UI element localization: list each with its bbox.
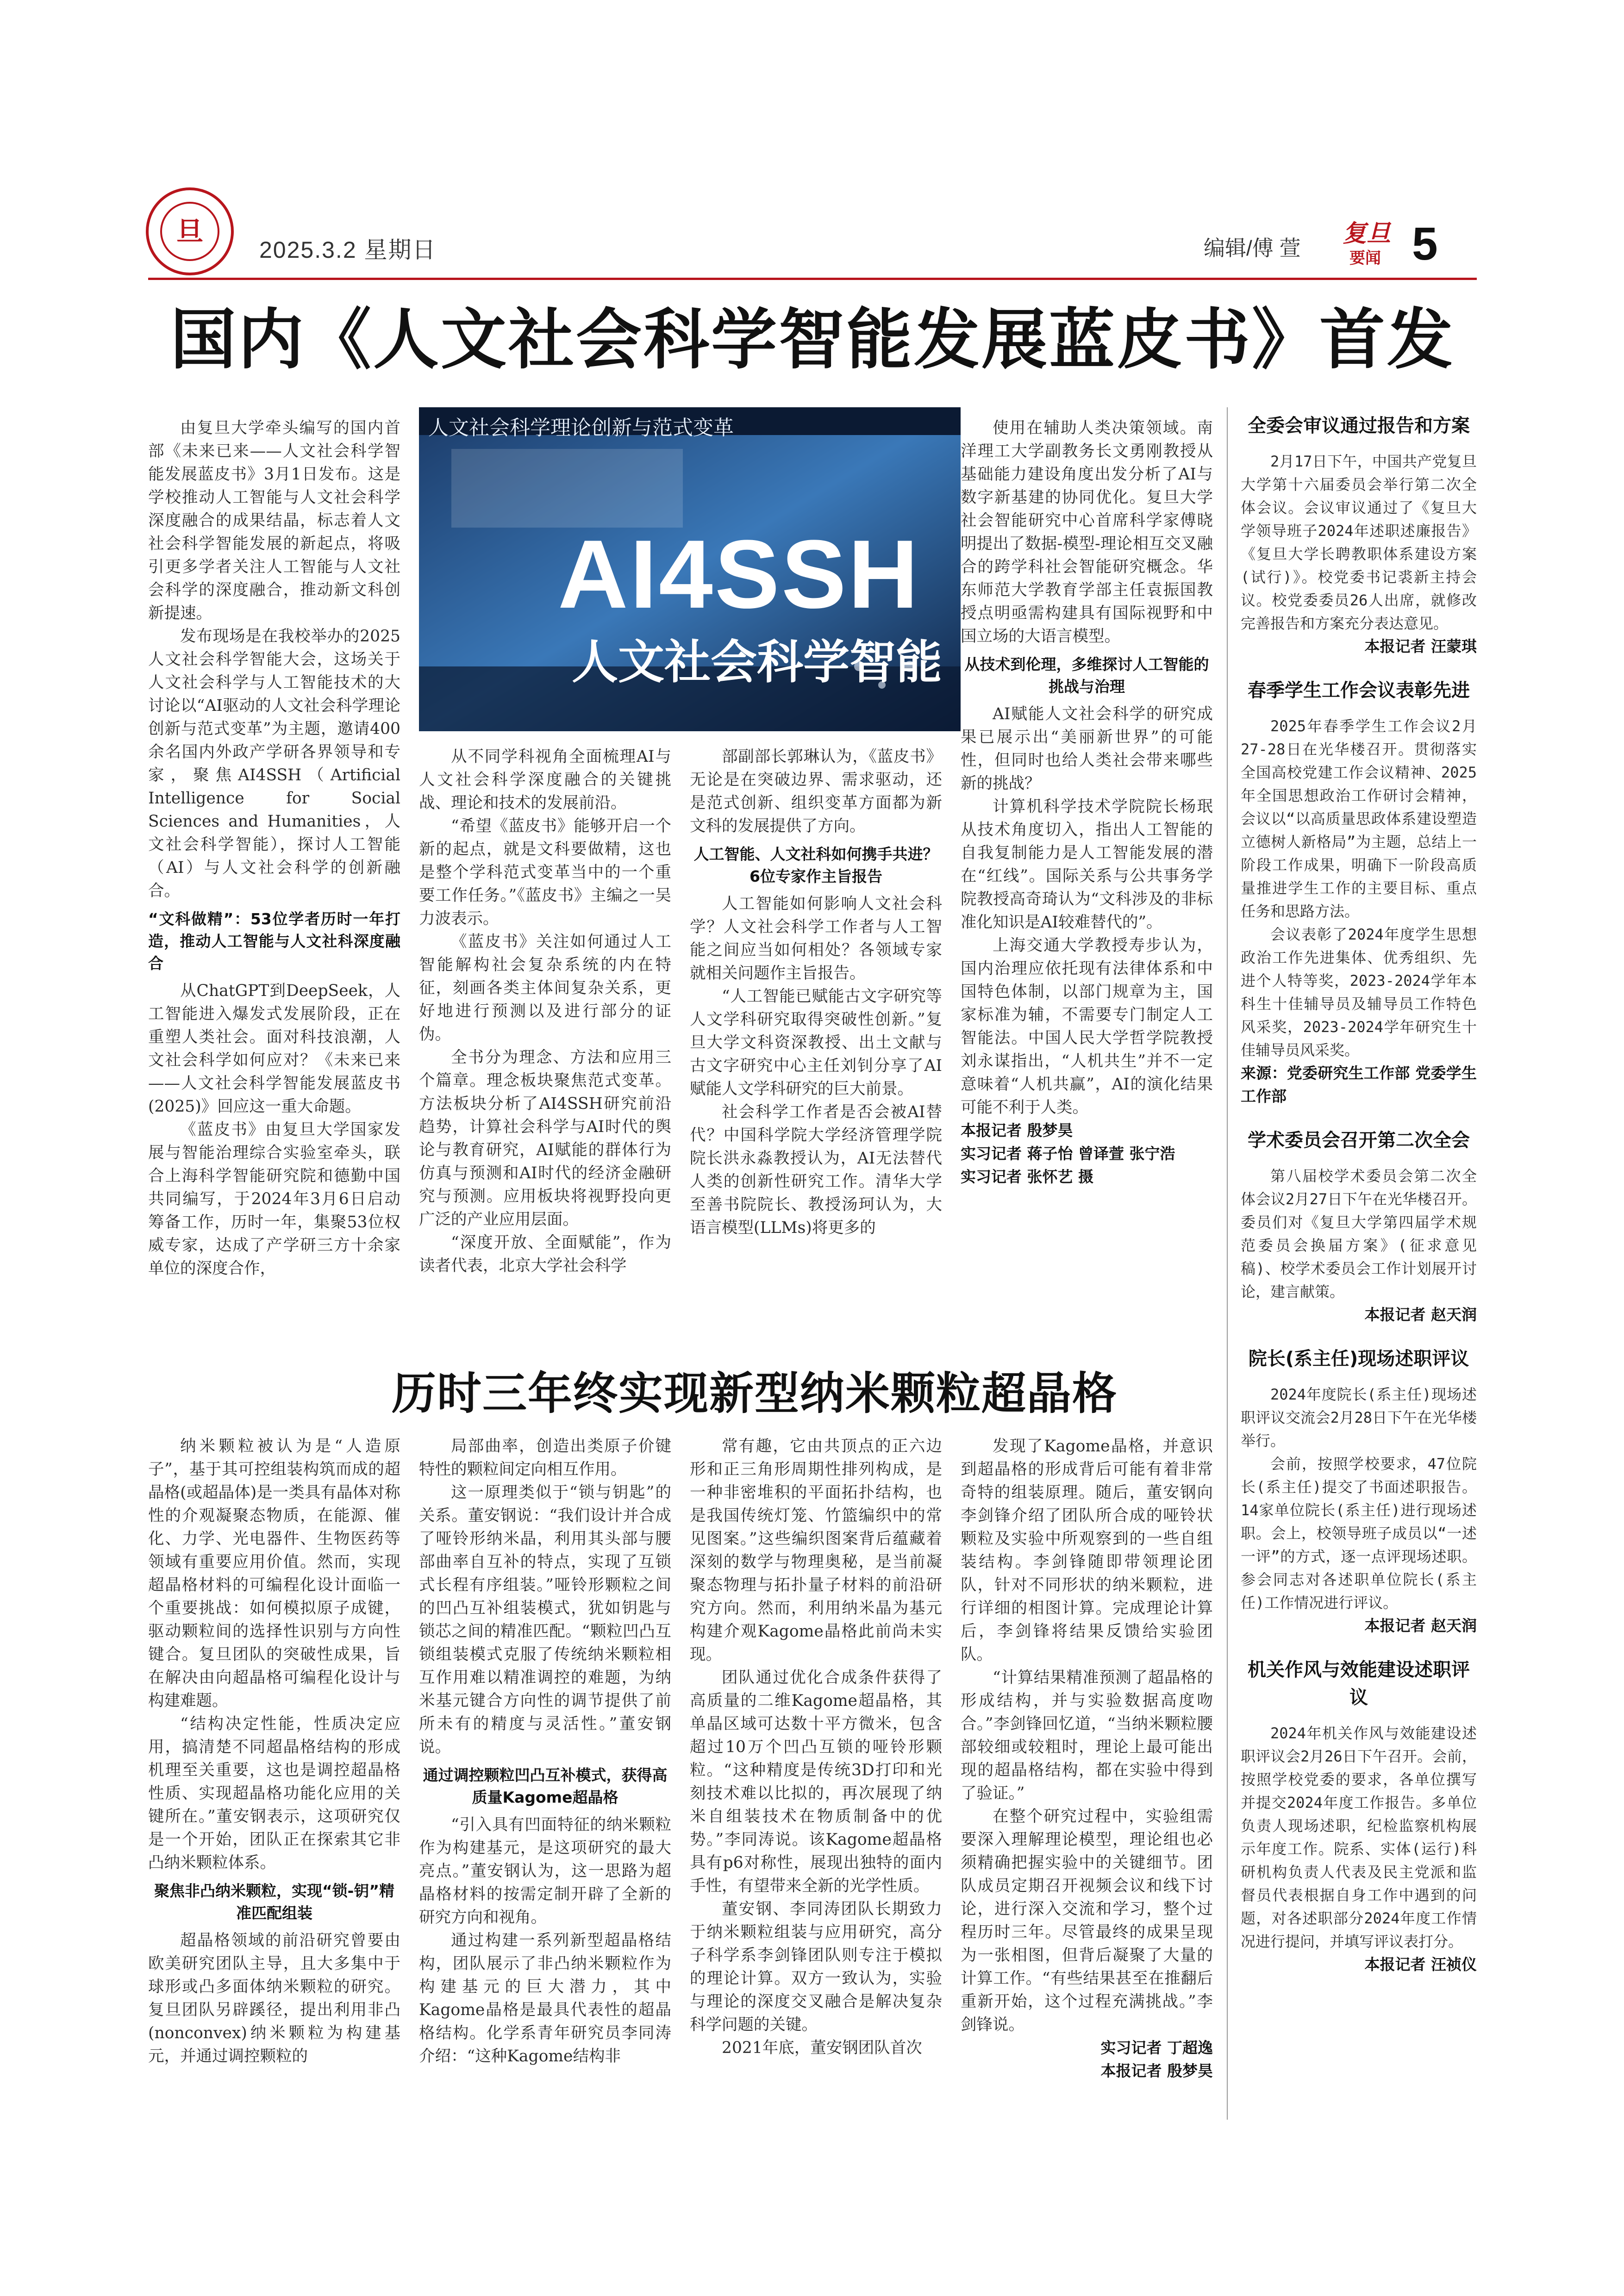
paragraph: 使用在辅助人类决策领域。南洋理工大学副教务长文勇刚教授从基础能力建设角度出发分析了AI与数字新基建的协同优化。复旦大学社会智能研究中心首席科学家傅晓明提出了数据-模型-理论相互交叉融合的跨学科社会智能研究概念。华东师范大学教育学部主任袁振国教授点明亟需构建具有国际视野和中国立场的大语言模型。 bbox=[961, 419, 1213, 646]
subhead: “文科做精”：53位学者历时一年打造，推动人工智能与人文社科深度融合 bbox=[148, 910, 400, 972]
second-headline: 历时三年终实现新型纳米颗粒超晶格 bbox=[392, 1367, 1118, 1419]
paragraph: 通过构建一系列新型超晶格结构，团队展示了非凸纳米颗粒作为构建基元的巨大潜力，其中Kagome晶格是最具代表性的超晶格结构。化学系青年研究员李同涛介绍：“这种Kagome结构非 bbox=[419, 1931, 671, 2066]
main-col-1 bbox=[148, 417, 400, 1280]
main-col-4 bbox=[961, 417, 1213, 1188]
paragraph: AI赋能人文社会科学的研究成果已展示出“美丽新世界”的可能性，但同时也给人类社会带来哪些新的挑战？ bbox=[961, 705, 1213, 793]
paragraph: 董安钢、李同涛团队长期致力于纳米颗粒组装与应用研究，高分子科学系李剑锋团队则专注于模拟的理论计算。双方一致认为，实验与理论的深度交叉融合是解决复杂科学问题的关键。 bbox=[690, 1900, 942, 2034]
paragraph: 2024年度院长(系主任)现场述职评议交流会2月28日下午在光华楼举行。 bbox=[1241, 1386, 1477, 1450]
paragraph: 会议表彰了2024年度学生思想政治工作先进集体、优秀组织、先进个人特等奖，2023-2024学年本科生十佳辅导员及辅导员工作特色风采奖，2023-2024学年研究生十佳辅导员风采奖。 bbox=[1241, 926, 1477, 1059]
paragraph: 常有趣，它由共顶点的正六边形和正三角形周期性排列构成，是一种非密堆积的平面拓扑结构，也是我国传统灯笼、竹篮编织中的常见图案。”这些编织图案背后蕴藏着深刻的数学与物理奥秘，是当前凝聚态物理与拓扑量子材料的前沿研究方向。然而，利用纳米晶为基元构建介观Kagome晶格此前尚未实现。 bbox=[690, 1437, 942, 1664]
masthead: 复旦 bbox=[1343, 219, 1391, 248]
photo-logo-text: AI4SSH bbox=[558, 520, 920, 628]
photo-subtitle: 人文社会科学智能 bbox=[572, 635, 942, 689]
subhead: 从技术到伦理，多维探讨人工智能的挑战与治理 bbox=[964, 655, 1209, 696]
byline: 实习记者 张怀艺 摄 bbox=[961, 1168, 1093, 1186]
brief-item bbox=[1241, 1656, 1477, 1976]
second-col-4 bbox=[961, 1435, 1213, 2083]
fudan-logo bbox=[144, 185, 236, 278]
brief-title: 院长(系主任)现场述职评议 bbox=[1248, 1348, 1469, 1369]
paragraph: 从ChatGPT到DeepSeek，人工智能进入爆发式发展阶段，正在重塑人类社会。面对科技浪潮，人文社会科学如何应对？《未来已来——人文社会科学智能发展蓝皮书(2025)》回应这一重大命题。 bbox=[148, 982, 400, 1116]
paragraph: 人工智能如何影响人文社会科学？人文社会科学工作者与人工智能之间应当如何相处？各领域专家就相关问题作主旨报告。 bbox=[690, 895, 942, 983]
brief-title: 全委会审议通过报告和方案 bbox=[1248, 415, 1470, 436]
brief-title: 学术委员会召开第二次全会 bbox=[1248, 1130, 1470, 1151]
brief-title: 机关作风与效能建设述职评议 bbox=[1248, 1659, 1470, 1708]
svg-text:旦: 旦 bbox=[176, 216, 204, 247]
byline: 本报记者 殷梦昊 bbox=[961, 1121, 1073, 1139]
subhead: 人工智能、人文社科如何携手共进？6位专家作主旨报告 bbox=[693, 845, 938, 885]
main-col-3 bbox=[690, 745, 942, 1239]
byline: 来源：党委研究生工作部 党委学生工作部 bbox=[1241, 1064, 1477, 1105]
byline: 本报记者 赵天润 bbox=[1364, 1306, 1477, 1324]
paragraph: 这一原理类似于“锁与钥匙”的关系。董安钢说：“我们设计并合成了哑铃形纳米晶，利用其头部与腰部曲率自互补的特点，实现了互锁式长程有序组装。”哑铃形颗粒之间的凹凸互补组装模式，犹如钥匙与锁芯之间的精准匹配。“颗粒凹凸互锁组装模式克服了传统纳米颗粒相互作用难以精准调控的难题，为纳米基元键合方向性的调节提供了前所未有的精度与灵活性。”董安钢说。 bbox=[419, 1483, 671, 1756]
paragraph: 部副部长郭琳认为，《蓝皮书》无论是在突破边界、需求驱动，还是范式创新、组织变革方面都为新文科的发展提供了方向。 bbox=[690, 747, 942, 835]
paragraph: 团队通过优化合成条件获得了高质量的二维Kagome超晶格，其单晶区域可达数十平方微米，包含超过10万个凹凸互锁的哑铃形颗粒。“这种精度是传统3D打印和光刻技术难以比拟的，再次展现了纳米自组装技术在物质制备中的优势。”李同涛说。该Kagome超晶格具有p6对称性，展现出独特的面内手性，有望带来全新的光学性质。 bbox=[690, 1668, 942, 1895]
paragraph: 纳米颗粒被认为是“人造原子”，基于其可控组装构筑而成的超晶格(或超晶体)是一类具有晶体对称性的介观凝聚态物质，在能源、催化、力学、光电器件、生物医药等领域有重要应用价值。然而，实现超晶格材料的可编程化设计面临一个重要挑战：如何模拟原子成键，驱动颗粒间的选择性识别与方向性键合。复旦团队的突破性成果，旨在解决由向超晶格可编程化设计与构建难题。 bbox=[148, 1437, 400, 1710]
paragraph: “引入具有凹面特征的纳米颗粒作为构建基元，是这项研究的最大亮点。”董安钢认为，这一思路为超晶格材料的按需定制开辟了全新的研究方向和视角。 bbox=[419, 1816, 671, 1927]
paragraph: 2025年春季学生工作会议2月27-28日在光华楼召开。贯彻落实全国高校党建工作会议精神、2025年全国思想政治工作研讨会精神，会议以“以高质量思政体系建设塑造立德树人新格局”为主题，总结上一阶段工作成果，明确下一阶段高质量推进学生工作的主要目标、重点任务和思路方法。 bbox=[1241, 717, 1477, 920]
subhead: 聚焦非凸纳米颗粒，实现“锁-钥”精准匹配组装 bbox=[154, 1882, 395, 1922]
paragraph: 发布现场是在我校举办的2025人文社会科学智能大会，这场关于人文社会科学与人工智能技术的大讨论以“AI驱动的人文社会科学理论创新与范式变革”为主题，邀请400余名国内外政产学研各界领导和专家，聚焦AI4SSH（Artificial Intelligence for Social Sciences and Humanities，人文社会科学智能），探讨人工智能（AI）与人文社会科学的创新融合。 bbox=[148, 627, 400, 900]
brief-item bbox=[1241, 1126, 1477, 1326]
sidebar-briefs bbox=[1241, 412, 1477, 1976]
paragraph: “希望《蓝皮书》能够开启一个新的起点，就是文科要做精，这也是整个学科范式变革当中的一个重要工作任务。”《蓝皮书》主编之一吴力波表示。 bbox=[419, 817, 671, 928]
brief-title: 春季学生工作会议表彰先进 bbox=[1248, 680, 1470, 701]
paragraph: 计算机科学技术学院院长杨珉从技术角度切入，指出人工智能的自我复制能力是人工智能发展的潜在“红线”。国际关系与公共事务学院教授高奇琦认为“文科涉及的非标准化知识是AI较难替代的”。 bbox=[961, 797, 1213, 932]
column-divider bbox=[1227, 407, 1228, 2120]
paragraph: 从不同学科视角全面梳理AI与人文社会科学深度融合的关键挑战、理论和技术的发展前沿。 bbox=[419, 747, 671, 812]
second-col-3 bbox=[690, 1435, 942, 2060]
main-col-2 bbox=[419, 745, 671, 1277]
page-number: 5 bbox=[1412, 218, 1438, 270]
paragraph: 局部曲率，创造出类原子价键特性的颗粒间定向相互作用。 bbox=[419, 1437, 671, 1479]
header-rule bbox=[148, 278, 1477, 280]
main-headline: 国内《人文社会科学智能发展蓝皮书》首发 bbox=[170, 302, 1455, 378]
paragraph: “计算结果精准预测了超晶格的形成结构，并与实验数据高度吻合。”李剑锋回忆道，“当纳米颗粒腰部较细或较粗时，理论上最可能出现的超晶格结构，都在实验中得到了验证。” bbox=[961, 1668, 1213, 1803]
event-photo bbox=[419, 407, 961, 731]
byline: 本报记者 汪祯仪 bbox=[1364, 1955, 1477, 1973]
paragraph: “深度开放、全面赋能”，作为读者代表，北京大学社会科学 bbox=[419, 1233, 671, 1275]
brief-item bbox=[1241, 412, 1477, 658]
byline: 实习记者 丁超逸 bbox=[1100, 2039, 1213, 2057]
subhead: 通过调控颗粒凹凸互补模式，获得高质量Kagome超晶格 bbox=[423, 1766, 668, 1806]
paragraph: 2021年底，董安钢团队首次 bbox=[722, 2039, 922, 2057]
paragraph: “人工智能已赋能古文字研究等人文学科研究取得突破性创新。”复旦大学文科资深教授、出土文献与古文字研究中心主任刘钊分享了AI赋能人文学科研究的巨大前景。 bbox=[690, 987, 942, 1098]
byline: 本报记者 赵天润 bbox=[1364, 1617, 1477, 1635]
paragraph: “结构决定性能，性质决定应用，搞清楚不同超晶格结构的形成机理至关重要，这也是调控超晶格性质、实现超晶格功能化应用的关键所在。”董安钢表示，这项研究仅是一个开始，团队正在探索其它非凸纳米颗粒体系。 bbox=[148, 1715, 400, 1872]
paragraph: 发现了Kagome晶格，并意识到超晶格的形成背后可能有着非常奇特的组装原理。随后，董安钢向李剑锋介绍了团队所合成的哑铃状颗粒及实验中所观察到的一些自组装结构。李剑锋随即带领理论团队，针对不同形状的纳米颗粒，进行详细的相图计算。完成理论计算后，李剑锋将结果反馈给实验团队。 bbox=[961, 1437, 1213, 1664]
paragraph: 全书分为理念、方法和应用三个篇章。理念板块聚焦范式变革。方法板块分析了AI4SSH研究前沿趋势，计算社会科学与AI时代的舆论与教育研究，AI赋能的群体行为仿真与预测和AI时代的经济金融研究与预测。应用板块将视野投向更广泛的产业应用层面。 bbox=[419, 1048, 671, 1229]
paragraph: 2024年机关作风与效能建设述职评议会2月26日下午召开。会前，按照学校党委的要求，各单位撰写并提交2024年度工作报告。多单位负责人现场述职，纪检监察机构展示年度工作。院系、实体(运行)科研机构负责人代表及民主党派和监督员代表根据自身工作中遇到的问题，对各述职部分2024年度工作情况进行提问，并填写评议表打分。 bbox=[1241, 1724, 1477, 1950]
paragraph: 第八届校学术委员会第二次全体会议2月27日下午在光华楼召开。委员们对《复旦大学第四届学术规范委员会换届方案》(征求意见稿)、校学术委员会工作计划展开讨论，建言献策。 bbox=[1241, 1167, 1477, 1300]
paragraph: 2月17日下午，中国共产党复旦大学第十六届委员会举行第二次全体会议。会议审议通过了《复旦大学领导班子2024年述职述廉报告》《复旦大学长聘教职体系建设方案(试行)》。校党委书记裘新主持会议。校党委委员26人出席，就修改完善报告和方案充分表达意见。 bbox=[1241, 453, 1477, 632]
second-col-2 bbox=[419, 1435, 671, 2068]
issue-date: 2025.3.2 星期日 bbox=[259, 237, 437, 263]
paragraph: 社会科学工作者是否会被AI替代？中国科学院大学经济管理学院院长洪永淼教授认为，AI无法替代人类的创新性研究工作。清华大学至善书院院长、教授汤珂认为，大语言模型(LLMs)将更多的 bbox=[690, 1103, 942, 1237]
paragraph: 上海交通大学教授寿步认为，国内治理应依托现有法律体系和中国特色体制，以部门规章为主，国家标准为辅，不需要专门制定人工智能法。中国人民大学哲学院教授刘永谋指出，“人机共生”并不一定意味着“人机共赢”，AI的演化结果可能不利于人类。 bbox=[961, 936, 1213, 1117]
paragraph: 《蓝皮书》关注如何通过人工智能解构社会复杂系统的内在特征，刻画各类主体间复杂关系，更好地进行预测以及进行部分的证伪。 bbox=[419, 933, 671, 1044]
section-name: 要闻 bbox=[1349, 249, 1381, 267]
editor-credit: 编辑/傅 萱 bbox=[1204, 236, 1301, 260]
byline: 本报记者 汪蒙琪 bbox=[1364, 637, 1477, 655]
paragraph: 在整个研究过程中，实验组需要深入理解理论模型，理论组也必须精确把握实验中的关键细节。团队成员定期召开视频会议和线下讨论，进行深入交流和学习，整个过程历时三年。尽管最终的成果呈现为一张相图，但背后凝聚了大量的计算工作。“有些结果甚至在推翻后重新开始，这个过程充满挑战。”李剑锋说。 bbox=[961, 1807, 1213, 2034]
paragraph: 由复旦大学牵头编写的国内首部《未来已来——人文社会科学智能发展蓝皮书》3月1日发布。这是学校推动人工智能与人文社会科学深度融合的成果结晶，标志着人文社会科学智能发展的新起点，将吸引更多学者关注人工智能与人文社会科学的深度融合，推动新文科创新提速。 bbox=[148, 419, 400, 622]
byline: 实习记者 蒋子怡 曾译萱 张宁浩 bbox=[961, 1145, 1175, 1163]
brief-item bbox=[1241, 677, 1477, 1108]
second-col-1 bbox=[148, 1435, 400, 2068]
paragraph: 《蓝皮书》由复旦大学国家发展与智能治理综合实验室牵头，联合上海科学智能研究院和德勤中国共同编写，于2024年3月6日启动筹备工作，历时一年，集聚53位权威专家，达成了产学研三方十余家单位的深度合作， bbox=[148, 1120, 400, 1278]
brief-item bbox=[1241, 1345, 1477, 1637]
photo-banner: 人文社会科学理论创新与范式变革 bbox=[428, 416, 734, 440]
byline: 本报记者 殷梦昊 bbox=[1100, 2062, 1213, 2080]
paragraph: 会前，按照学校要求，47位院长(系主任)提交了书面述职报告。14家单位院长(系主任)进行现场述职。会上，校领导班子成员以“一述一评”的方式，逐一点评现场述职。参会同志对各述职单位院长(系主任)工作情况进行评议。 bbox=[1241, 1455, 1477, 1612]
paragraph: 超晶格领域的前沿研究曾要由欧美研究团队主导，且大多集中于球形或凸多面体纳米颗粒的研究。复旦团队另辟蹊径，提出利用非凸(nonconvex)纳米颗粒为构建基元，并通过调控颗粒的 bbox=[148, 1931, 400, 2066]
